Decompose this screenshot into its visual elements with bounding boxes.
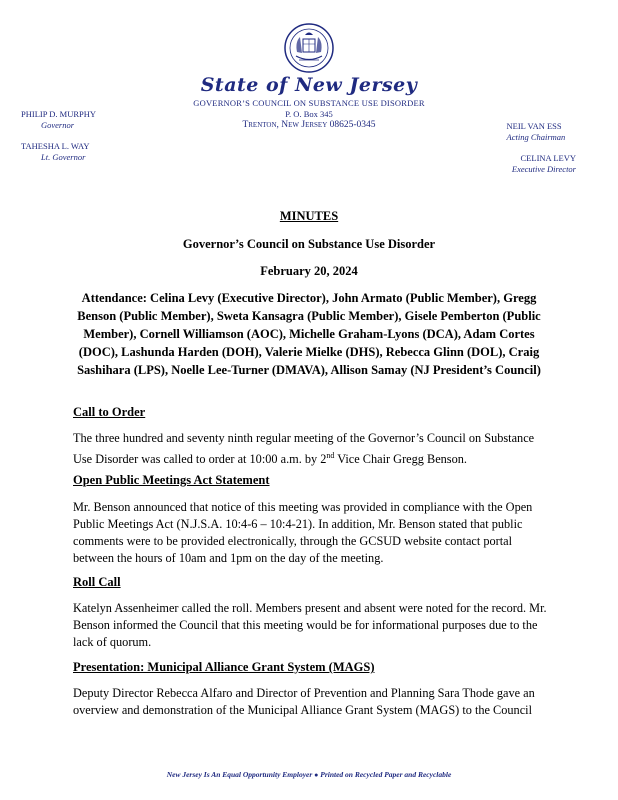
presentation-heading: Presentation: Municipal Alliance Grant System (MAGS) bbox=[73, 660, 375, 674]
call-to-order-text: The three hundred and seventy ninth regular meeting of the Governor’s Council on Substance Use Disorder was called to order at 10:00 a.m. by 2nd Vice Chair Gregg Benson. bbox=[73, 431, 535, 467]
state-title: State of New Jersey bbox=[200, 74, 418, 96]
director-name: CELINA LEVY bbox=[520, 153, 576, 163]
chair-title: Acting Chairman bbox=[506, 132, 566, 142]
state-seal-icon bbox=[284, 22, 334, 74]
opma-heading: Open Public Meetings Act Statement bbox=[73, 473, 270, 487]
presentation-text: Deputy Director Rebecca Alfaro and Director of Prevention and Planning Sara Thode gave an overview and demonstration of the Municipal Alliance Grant System (MAGS) to the Council bbox=[73, 686, 535, 717]
governor-block bbox=[21, 109, 96, 163]
governor-title: Governor bbox=[41, 120, 75, 130]
council-title: Governor’s Council on Substance Use Disorder bbox=[182, 237, 436, 251]
city-line: Trenton, New Jersey 08625-0345 bbox=[242, 120, 376, 130]
roll-call-heading: Roll Call bbox=[73, 575, 121, 589]
minutes-heading: MINUTES bbox=[279, 209, 339, 223]
lt-governor-name: TAHESHA L. WAY bbox=[21, 141, 90, 151]
chair-block bbox=[507, 121, 576, 175]
footer-note: New Jersey Is An Equal Opportunity Employer ● Printed on Recycled Paper and Recyclable bbox=[166, 770, 452, 779]
po-box: P. O. Box 345 bbox=[285, 109, 333, 119]
director-title: Executive Director bbox=[511, 164, 576, 174]
meeting-date: February 20, 2024 bbox=[260, 264, 358, 278]
opma-text: Mr. Benson announced that notice of this meeting was provided in compliance with the Open Public Meetings Act (N.J.S.A. 10:4-6 – 10:4-21). In addition, Mr. Benson stated that public comments were to be provided electronically, through the GCSUD website contact portal between the hours of 10am and 1pm on the day of the meeting. bbox=[73, 500, 533, 565]
attendance-list: Attendance: Celina Levy (Executive Director), John Armato (Public Member), Gregg Benson (Public Member), Sweta Kansagra (Public Member), Gisele Pemberton (Public Member), Cornell Williamson (AOC), Michelle Graham-Lyons (DCA), Adam Cortes (DOC), Lashunda Harden (DOH), Valerie Mielke (DHS), Rebecca Glinn (DOL), Craig Sashihara (LPS), Noelle Lee-Turner (DMAVA), Allison Samay (NJ President’s Council) bbox=[77, 291, 541, 377]
chair-name: NEIL VAN ESS bbox=[506, 121, 562, 131]
lt-governor-title: Lt. Governor bbox=[41, 152, 86, 162]
roll-call-text: Katelyn Assenheimer called the roll. Members present and absent were noted for the record. Mr. Benson informed the Council that this meeting would be for informational purposes due to the lack of quorum. bbox=[73, 601, 547, 649]
governor-name: PHILIP D. MURPHY bbox=[21, 109, 97, 119]
call-to-order-heading: Call to Order bbox=[73, 405, 146, 419]
council-name-header: GOVERNOR’S COUNCIL ON SUBSTANCE USE DISORDER bbox=[193, 98, 425, 108]
